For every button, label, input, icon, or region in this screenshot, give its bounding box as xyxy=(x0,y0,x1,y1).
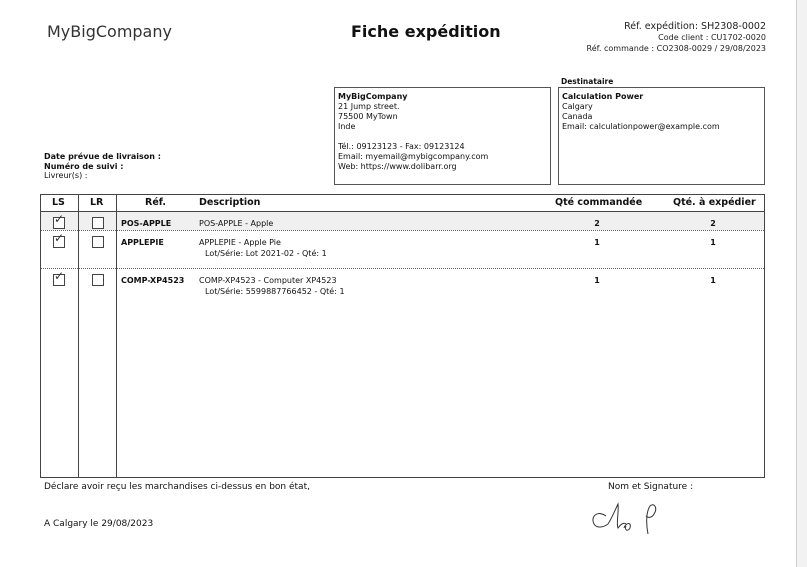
reference-block xyxy=(587,21,766,54)
recipient-label: Destinataire xyxy=(561,77,614,86)
shipment-reference: Réf. expédition: SH2308-0002 xyxy=(624,21,766,32)
qty-to-ship: 2 xyxy=(710,219,716,228)
tracking-number-label: Numéro de suivi : xyxy=(44,161,124,171)
item-description: POS-APPLE - Apple xyxy=(199,219,274,228)
delivery-info xyxy=(44,152,161,181)
sender-street: 21 Jump street. xyxy=(338,102,400,111)
checked-checkbox-icon[interactable]: ✓ xyxy=(53,217,65,229)
recipient-country: Canada xyxy=(562,112,593,121)
carriers-label: Livreur(s) : xyxy=(44,171,88,180)
sender-name: MyBigCompany xyxy=(338,92,408,101)
sender-web: Web: https://www.dolibarr.org xyxy=(338,162,457,171)
checked-checkbox-icon[interactable]: ✓ xyxy=(53,236,65,248)
recipient-name: Calculation Power xyxy=(562,92,644,101)
item-ref: APPLEPIE xyxy=(121,238,164,247)
column-header-qty-to-ship: Qté. à expédier xyxy=(673,197,756,208)
column-header-qty-ordered: Qté commandée xyxy=(555,197,643,208)
sender-email: Email: myemail@mybigcompany.com xyxy=(338,152,489,161)
sender-country: Inde xyxy=(338,122,356,131)
checked-checkbox-icon[interactable]: ✓ xyxy=(53,274,65,286)
handwritten-signature xyxy=(586,494,666,542)
table-header xyxy=(41,195,764,212)
sender-city: 75500 MyTown xyxy=(338,112,398,121)
qty-ordered: 1 xyxy=(594,238,600,247)
column-header-lr: LR xyxy=(90,197,104,208)
item-lot-serial: Lot/Série: Lot 2021-02 - Qté: 1 xyxy=(205,249,327,258)
qty-ordered: 2 xyxy=(594,219,600,228)
item-description: APPLEPIE - Apple Pie xyxy=(199,238,281,247)
table-row xyxy=(41,232,764,268)
order-reference: Réf. commande : CO2308-0029 / 29/08/2023 xyxy=(586,44,766,53)
company-name: MyBigCompany xyxy=(47,22,172,41)
planned-delivery-date-label: Date prévue de livraison : xyxy=(44,152,161,161)
unchecked-checkbox-icon[interactable] xyxy=(92,236,104,248)
sender-address-box xyxy=(334,87,551,185)
item-ref: COMP-XP4523 xyxy=(121,276,185,285)
recipient-address-box xyxy=(558,87,765,185)
column-header-description: Description xyxy=(199,197,261,208)
document-title: Fiche expédition xyxy=(351,22,501,41)
sender-phone-fax: Tél.: 09123123 - Fax: 09123124 xyxy=(338,142,465,151)
column-header-ref: Réf. xyxy=(145,197,166,208)
customer-code: Code client : CU1702-0020 xyxy=(658,33,766,42)
place-and-date: A Calgary le 29/08/2023 xyxy=(44,519,154,529)
recipient-city: Calgary xyxy=(562,102,593,111)
items-table xyxy=(40,194,765,478)
unchecked-checkbox-icon[interactable] xyxy=(92,217,104,229)
qty-ordered: 1 xyxy=(594,276,600,285)
column-header-ls: LS xyxy=(52,197,65,208)
unchecked-checkbox-icon[interactable] xyxy=(92,274,104,286)
item-ref: POS-APPLE xyxy=(121,219,172,228)
signature-label: Nom et Signature : xyxy=(608,482,694,492)
item-description: COMP-XP4523 - Computer XP4523 xyxy=(199,276,337,285)
receipt-declaration: Déclare avoir reçu les marchandises ci-dessus en bon état, xyxy=(44,482,310,492)
qty-to-ship: 1 xyxy=(710,276,716,285)
qty-to-ship: 1 xyxy=(710,238,716,247)
table-row xyxy=(41,212,764,231)
recipient-email: Email: calculationpower@example.com xyxy=(562,122,720,131)
table-row xyxy=(41,270,764,306)
item-lot-serial: Lot/Série: 5599887766452 - Qté: 1 xyxy=(205,287,345,296)
